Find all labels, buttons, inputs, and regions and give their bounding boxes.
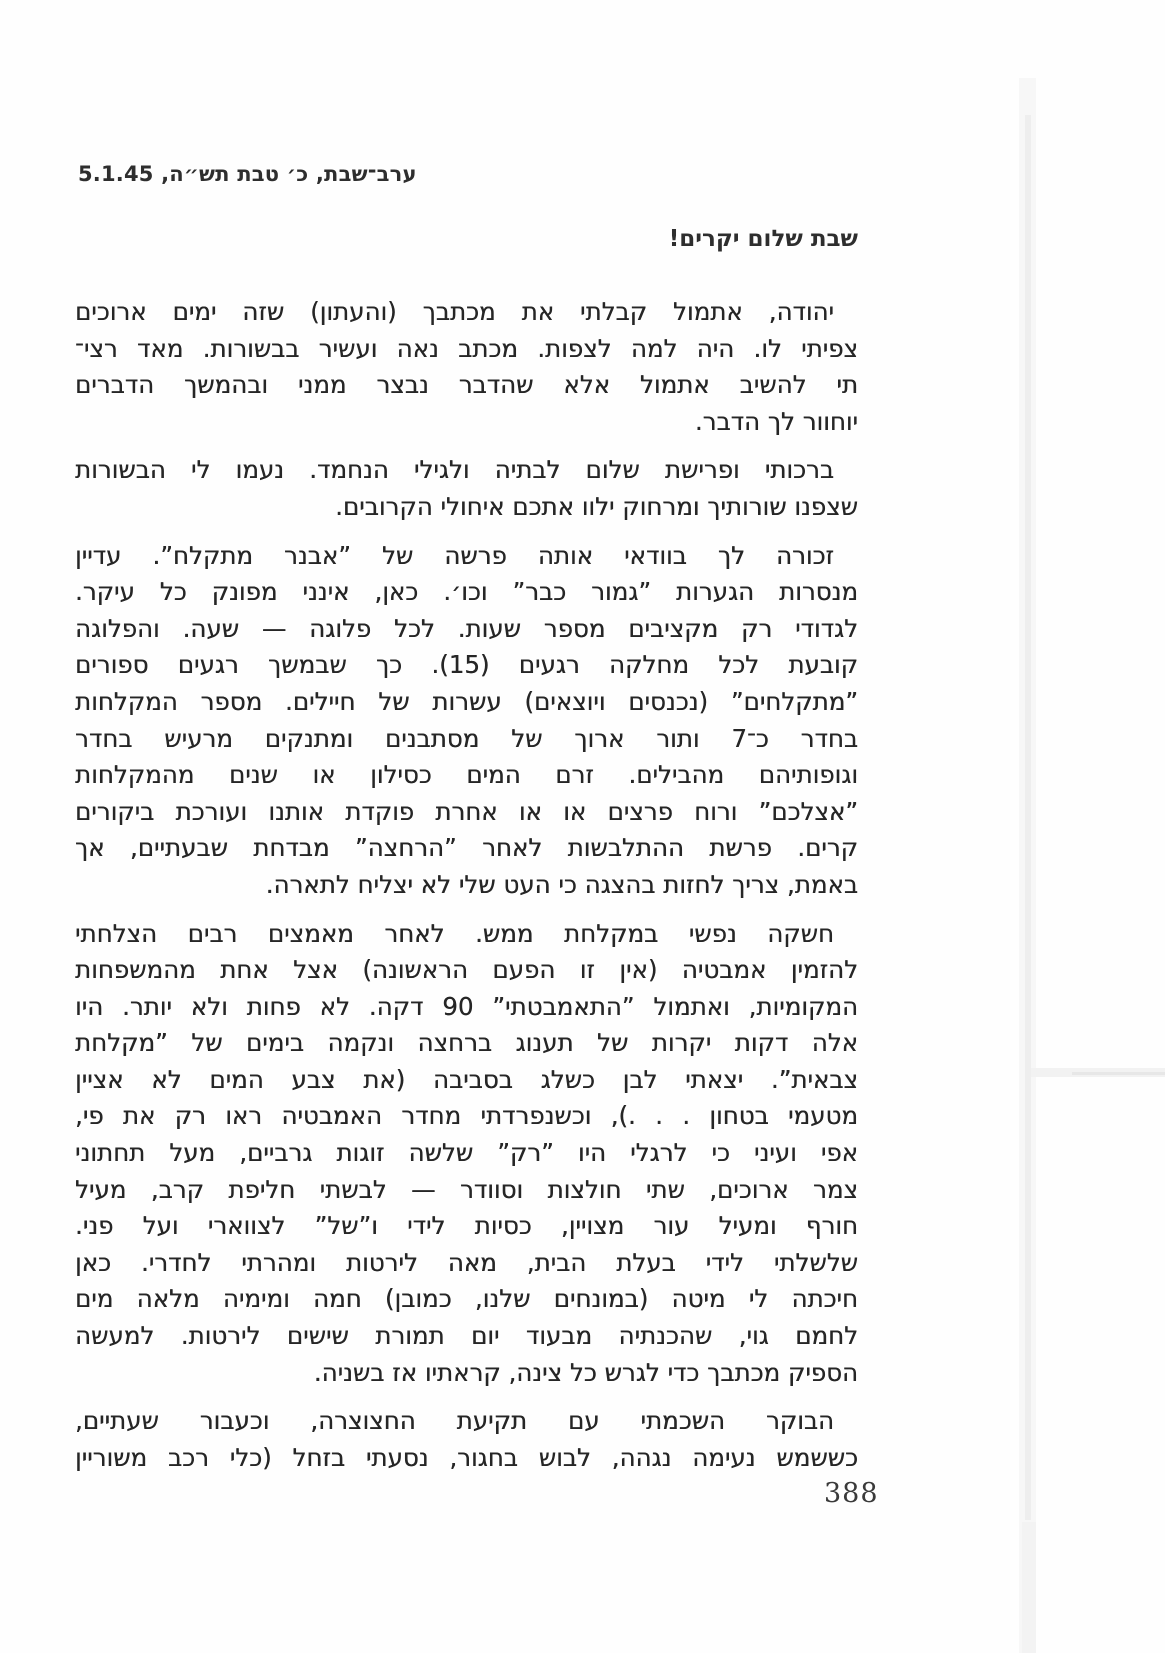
text-line: אפי ועיני כי לרגלי היו ”רק” שלשה זוגות גרביים, מעל תחתוני	[75, 1138, 858, 1168]
text-line: ”אצלכם” ורוח פרצים או או אחרת פוקדת אותנו ועורכת ביקורים	[75, 796, 858, 826]
text-line: להזמין אמבטיה (אין זו הפעם הראשונה) אצל אחת מהמשפחות	[75, 955, 858, 985]
text-line: יהודה, אתמול קבלתי את מכתבך (והעתון) שזה ימים ארוכים	[75, 297, 834, 326]
text-line: שצפנו שורותיך ומרחוק ילוו אתכם איחולי הקרובים.	[335, 491, 858, 521]
text-line: לחמם גוי, שהכנתיה מבעוד יום תמורת שישים לירטות. למעשה	[75, 1321, 858, 1351]
paragraph	[75, 1403, 858, 1476]
text-line: לגדודי רק מקציבים מספר שעות. לכל פלוגה — שעה. והפלוגה	[75, 613, 858, 643]
paragraph	[75, 538, 858, 904]
scan-artifact-horizontal-line	[1072, 1072, 1165, 1075]
scan-artifact-vertical-line	[1025, 115, 1031, 1520]
date-line: ערב־שבת, כ׳ טבת תש״ה, 5.1.45	[78, 162, 417, 186]
text-line: צבאית”. יצאתי לבן כשלג בסביבה (את צבע המים לא אציין	[75, 1064, 858, 1094]
text-line: וגופותיהם מהבילים. זרם המים כסילון או שנים מהמקלחות	[75, 760, 858, 790]
paragraph	[75, 452, 858, 525]
text-line: תי להשיב אתמול אלא שהדבר נבצר ממני ובהמשך הדברים	[75, 370, 858, 400]
text-line: מנסרות הגערות ”גמור כבר” וכו׳. כאן, אינני מפונק כל עיקר.	[75, 577, 858, 607]
text-line: קובעת לכל מחלקה רגעים (15). כך שבמשך רגעים ספורים	[75, 650, 858, 680]
greeting-line: שבת שלום יקרים!	[668, 226, 858, 252]
page-number: 388	[824, 1478, 879, 1509]
paragraph	[75, 294, 858, 440]
text-line: חשקה נפשי במקלחת ממש. לאחר מאמצים רבים הצלחתי	[75, 918, 834, 948]
text-line: בחדר כ־7 ותור ארוך של מסתבנים ומתנקים מרעיש בחדר	[75, 723, 858, 753]
text-line: ברכותי ופרישת שלום לבתיה ולגילי הנחמד. נעמו לי הבשורות	[75, 455, 834, 485]
text-line: הבוקר השכמתי עם תקיעת החצוצרה, וכעבור שעתיים,	[75, 1406, 834, 1436]
text-line: המקומיות, ואתמול ”התאמבטתי” 90 דקה. לא פחות ולא יותר. היו	[75, 991, 858, 1021]
text-line: כששמש נעימה נגהה, לבוש בחגור, נסעתי בזחל (כלי רכב משוריין	[75, 1442, 858, 1472]
text-line: יוחוור לך הדבר.	[694, 406, 858, 436]
text-line: צפיתי לו. היה למה לצפות. מכתב נאה ועשיר בבשורות. מאד רצי־	[75, 333, 858, 363]
text-line: צמר ארוכים, שתי חולצות וסוודר — לבשתי חליפת קרב, מעיל	[75, 1174, 858, 1204]
text-line: חיכתה לי מיטה (במונחים שלנו, כמובן) חמה ומימיה מלאה מים	[75, 1284, 858, 1314]
scan-artifact-vertical-band-bottom	[1022, 1522, 1036, 1653]
text-line: זכורה לך בוודאי אותה פרשה של ”אבנר מתקלח”. עדיין	[75, 540, 834, 570]
text-line: קרים. פרשת ההתלבשות לאחר ”הרחצה” מבדחת שבעתיים, אך	[75, 833, 858, 863]
text-line: שלשלתי לידי בעלת הבית, מאה לירטות ומהרתי לחדרי. כאן	[75, 1247, 858, 1277]
text-line: באמת, צריך לחזות בהצגה כי העט שלי לא יצליח לתארה.	[265, 869, 858, 899]
text-line: חורף ומעיל עור מצויין, כסיות לידי ו”של” לצווארי ועל פני.	[75, 1211, 858, 1241]
text-line: הספיק מכתבך כדי לגרש כל צינה, קראתיו אז בשניה.	[313, 1357, 858, 1387]
text-line: ”מתקלחים” (נכנסים ויוצאים) עשרות של חיילים. מספר המקלחות	[75, 686, 858, 716]
text-line: אלה דקות יקרות של תענוג ברחצה ונקמה בימים של ”מקלחת	[75, 1028, 858, 1058]
paragraph	[75, 916, 858, 1392]
text-line: מטעמי בטחון . . .), וכשנפרדתי מחדר האמבטיה ראו רק את פי,	[75, 1101, 858, 1131]
letter-body	[75, 294, 858, 1488]
